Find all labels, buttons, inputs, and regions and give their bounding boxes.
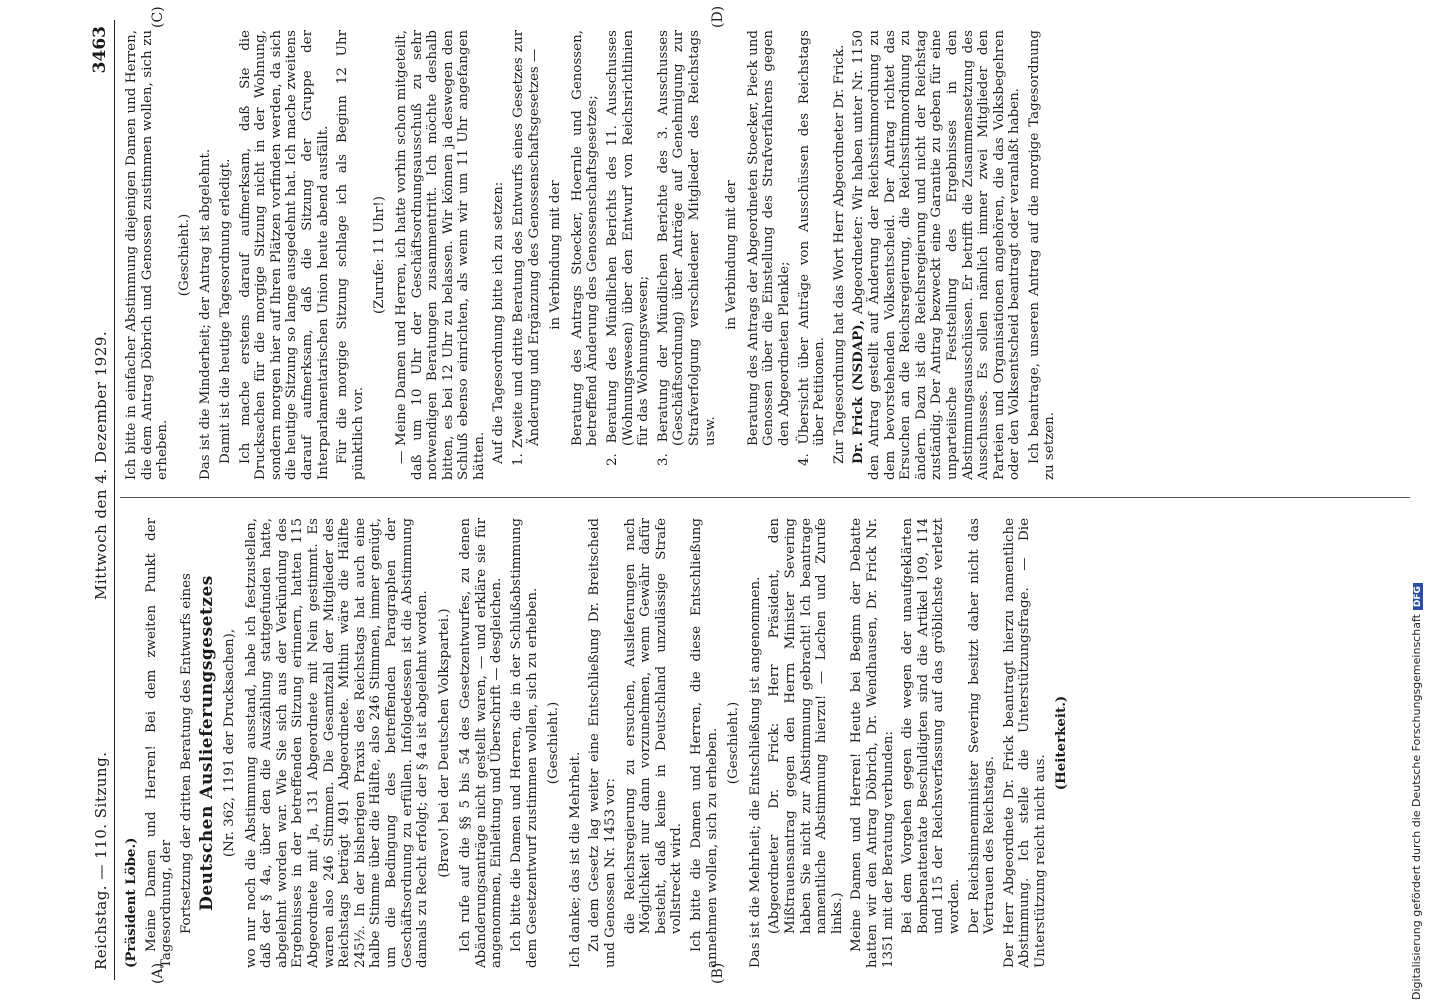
- agenda-item: 4. Übersicht über Anträge von Ausschüssen des Reichstags über Petitionen.: [796, 30, 828, 466]
- left-column: [124, 518, 1076, 968]
- digitization-note: [1408, 0, 1430, 1000]
- rotated-page: [90, 5, 1420, 984]
- interjection: (Geschieht.): [176, 213, 192, 297]
- paragraph: (Nr. 362, 1191 der Drucksachen),: [221, 628, 237, 858]
- paragraph: Auf die Tagesordnung bitte ich zu setzen:: [491, 181, 507, 464]
- paragraph: Meine Damen und Herren! Heute bei Beginn der Debatte hatten wir den Antrag Döbrich, Dr. Wendhausen, Dr. Frick Nr. 1351 mit der Beratung verbunden:: [849, 518, 896, 968]
- agenda-item: 3. Beratung der Mündlichen Berichte des 3. Ausschusses (Geschäftsordnung) über Anträge auf Genehmigung zur Strafverfolgung verschiedener Mitglieder des Reichstags usw.: [655, 30, 718, 466]
- page-header: [90, 20, 115, 980]
- paragraph: Ich rufe auf die §§ 5 bis 54 des Gesetzentwurfes, zu denen Abänderungsanträge nicht gestellt waren, — und erkläre sie für angenommen, Einleitung und Überschrift — desgleichen.: [458, 518, 505, 968]
- marker-d: (D): [710, 5, 726, 28]
- interjection: (Bravo! bei der Deutschen Volkspartei.): [436, 608, 452, 878]
- page-number: 3463: [90, 26, 110, 74]
- marker-a: (A): [150, 962, 166, 984]
- paragraph: Zu dem Gesetz lag weiter eine Entschließung Dr. Breitscheid und Genossen Nr. 1453 vor:: [587, 518, 619, 968]
- paragraph: Der Herr Abgeordnete Dr. Frick beantragt hierzu namentliche Abstimmung. Ich stelle die Unterstützungsfrage. — Die Unterstützung reicht nicht aus.: [1001, 518, 1048, 968]
- paragraph: Das ist die Minderheit; der Antrag ist abgelehnt.: [198, 148, 214, 480]
- right-column: [124, 30, 1062, 480]
- paragraph: — Meine Damen und Herren, ich hatte vorhin schon mitgeteilt, daß um 10 Uhr der Geschäftsordnungsausschuß zu sehr notwendigen Beratungen zusammentritt. Ich möchte deshalb bitten, es bei 12 Uhr zu belassen. Wir können ja deswegen den Schluß ebenso einrichten, als wenn wir um 11 Uhr angefangen hätten.: [393, 30, 487, 480]
- marker-b: (B): [710, 962, 726, 984]
- quoted-resolution: die Reichsregierung zu ersuchen, Auslieferungen nach Möglichkeit nur dann vorzunehmen, wenn Gewähr dafür besteht, daß keine in Deutschland unzulässige Strafe vollstreckt wird.: [622, 518, 685, 934]
- column-divider: [120, 497, 1410, 498]
- interjection: (Geschieht.): [726, 701, 742, 785]
- paragraph: Ich bitte die Damen und Herren, die in der Schlußabstimmung dem Gesetzentwurf zustimmen wollen, sich zu erheben.: [509, 518, 540, 968]
- paragraph: in Verbindung mit der: [548, 180, 564, 330]
- quoted-motion: Der Reichsinnenminister Severing besitzt daher nicht das Vertrauen des Reichstags.: [966, 518, 998, 934]
- interjection: (Abgeordneter Dr. Frick: Herr Präsident, den Mißtrauensantrag gegen den Herrn Minister Severing haben Sie nicht zur Abstimmung gebracht! Ich beantrage namentliche Abstimmung hierzu! — Lachen und Zurufe links.): [767, 518, 845, 934]
- agenda-item: Beratung des Antrags Stoecker, Hoernle und Genossen, betreffend Änderung des Genossenschaftsgesetzes;: [569, 30, 601, 446]
- speaker-label: (Präsident Löbe.): [123, 837, 139, 968]
- speech: [851, 30, 1023, 480]
- paragraph: Ich bitte die Damen und Herren, die diese Entschließung annehmen wollen, sich zu erheben.: [689, 518, 720, 968]
- paragraph: wo nur noch die Abstimmung ausstand, habe ich festzustellen, daß der § 4a, über den die Auszählung stattgefunden hatte, abgelehnt worden war. Wie Sie sich aus der Verkündung des Ergebnisses in der betreffenden Sitzung erinnern, hatten 115 Abgeordnete mit Ja, 131 Abgeordnete mit Nein gestimmt. Es waren also 246 Stimmen. Die Gesamtzahl der Mitglieder des Reichstags beträgt 491 Abgeordnete. Mithin wäre die Hälfte 245½. In der bisherigen Praxis des Reichstags hat auch eine halbe Stimme über die Hälfte, also 246 Stimmen, immer genügt, um die Bedingung des betreffenden Paragraphen der Geschäftsordnung zu erfüllen. Infolgedessen ist die Abstimmung damals zu Recht erfolgt; der § 4a ist abgelehnt worden.: [243, 518, 431, 968]
- agenda-item: Beratung des Antrags der Abgeordneten Stoecker, Pieck und Genossen über die Einstellung des Strafverfahrens gegen den Abgeordneten Plenkle;: [745, 30, 792, 446]
- header-left: Reichstag. — 110. Sitzung.: [92, 751, 110, 970]
- paragraph: Ich bitte in einfacher Abstimmung diejenigen Damen und Herren, die dem Antrag Döbrich und Genossen zustimmen wollen, sich zu erheben.: [124, 30, 171, 480]
- speaker-label: Dr. Frick (NSDAP),: [850, 319, 867, 464]
- paragraph: Damit ist die heutige Tagesordnung erledigt.: [217, 158, 233, 464]
- quoted-motion: Bei dem Vorgehen gegen die wegen der unaufgeklärten Bombenattentate Beschuldigten sind die Artikel 109, 114 und 115 der Reichsverfassung auf das gröblichste verletzt worden.: [900, 518, 962, 934]
- marker-c: (C): [150, 6, 166, 28]
- interjection: (Geschieht.): [546, 701, 562, 785]
- paragraph: Meine Damen und Herren! Bei dem zweiten Punkt der Tagesordnung, der: [143, 518, 175, 968]
- paragraph: Zur Tagesordnung hat das Wort Herr Abgeordneter Dr. Frick.: [831, 44, 847, 464]
- dfg-logo: DFG: [1413, 583, 1423, 610]
- paragraph: Das ist die Mehrheit; die Entschließung ist angenommen.: [747, 576, 763, 968]
- paragraph: Für die morgige Sitzung schlage ich als Beginn 12 Uhr pünktlich vor.: [335, 30, 366, 480]
- agenda-item: 1. Zweite und dritte Beratung des Entwurfs eines Gesetzes zur Änderung und Ergänzung des Genossenschaftsgesetzes —: [511, 30, 542, 466]
- paragraph: Fortsetzung der dritten Beratung des Entwurfs eines: [178, 573, 194, 934]
- law-title: Deutschen Auslieferungsgesetzes: [197, 575, 218, 911]
- speech-text: Abgeordneter: Wir haben unter Nr. 1150 den Antrag gestellt auf Änderung der Reichsstimmordnung zu dem bevorstehenden Volksentscheid. Der Antrag richtet das Ersuchen an die Reichsregierung, die Reichsstimmordnung zu ändern. Dazu ist die Reichsregierung und nicht der Reichstag zuständig. Der Antrag bezweckt eine Garantie zu geben für eine unparteiische Feststellung des Ergebnisses in den Abstimmungsausschüssen. Er betrifft die Zusammensetzung des Ausschusses. Es sollen nämlich immer zwei Mitglieder den Parteien und Organisationen angehören, die das Volksbegehren oder den Volksentscheid beantragt oder veranlaßt haben.: [851, 30, 1023, 480]
- paragraph: Ich beantrage, unseren Antrag auf die morgige Tagesordnung zu setzen.: [1026, 30, 1058, 480]
- paragraph: Ich mache erstens darauf aufmerksam, daß Sie die Drucksachen für die morgige Sitzung nicht in der Wohnung, sondern morgen hier auf Ihren Plätzen vorfinden werden, da sich die heutige Sitzung so lange ausgedehnt hat. Ich mache zweitens darauf aufmerksam, daß die Sitzung der Gruppe der Interparlamentarischen Union heute abend ausfällt.: [237, 30, 331, 480]
- digitization-text: Digitalisierung gefördert durch die Deutsche Forschungsgemeinschaft: [1410, 614, 1423, 1000]
- header-center: Mittwoch den 4. Dezember 1929.: [92, 330, 110, 600]
- paragraph: in Verbindung mit der: [724, 180, 740, 330]
- interjection: (Zurufe: 11 Uhr!): [372, 195, 388, 315]
- paragraph: Ich danke; das ist die Mehrheit.: [567, 751, 583, 968]
- interjection: (Heiterkeit.): [1053, 695, 1070, 791]
- agenda-item: 2. Beratung des Mündlichen Berichts des 11. Ausschusses (Wohnungswesen) über den Entwurf von Reichsrichtlinien für das Wohnungswesen;: [605, 30, 652, 466]
